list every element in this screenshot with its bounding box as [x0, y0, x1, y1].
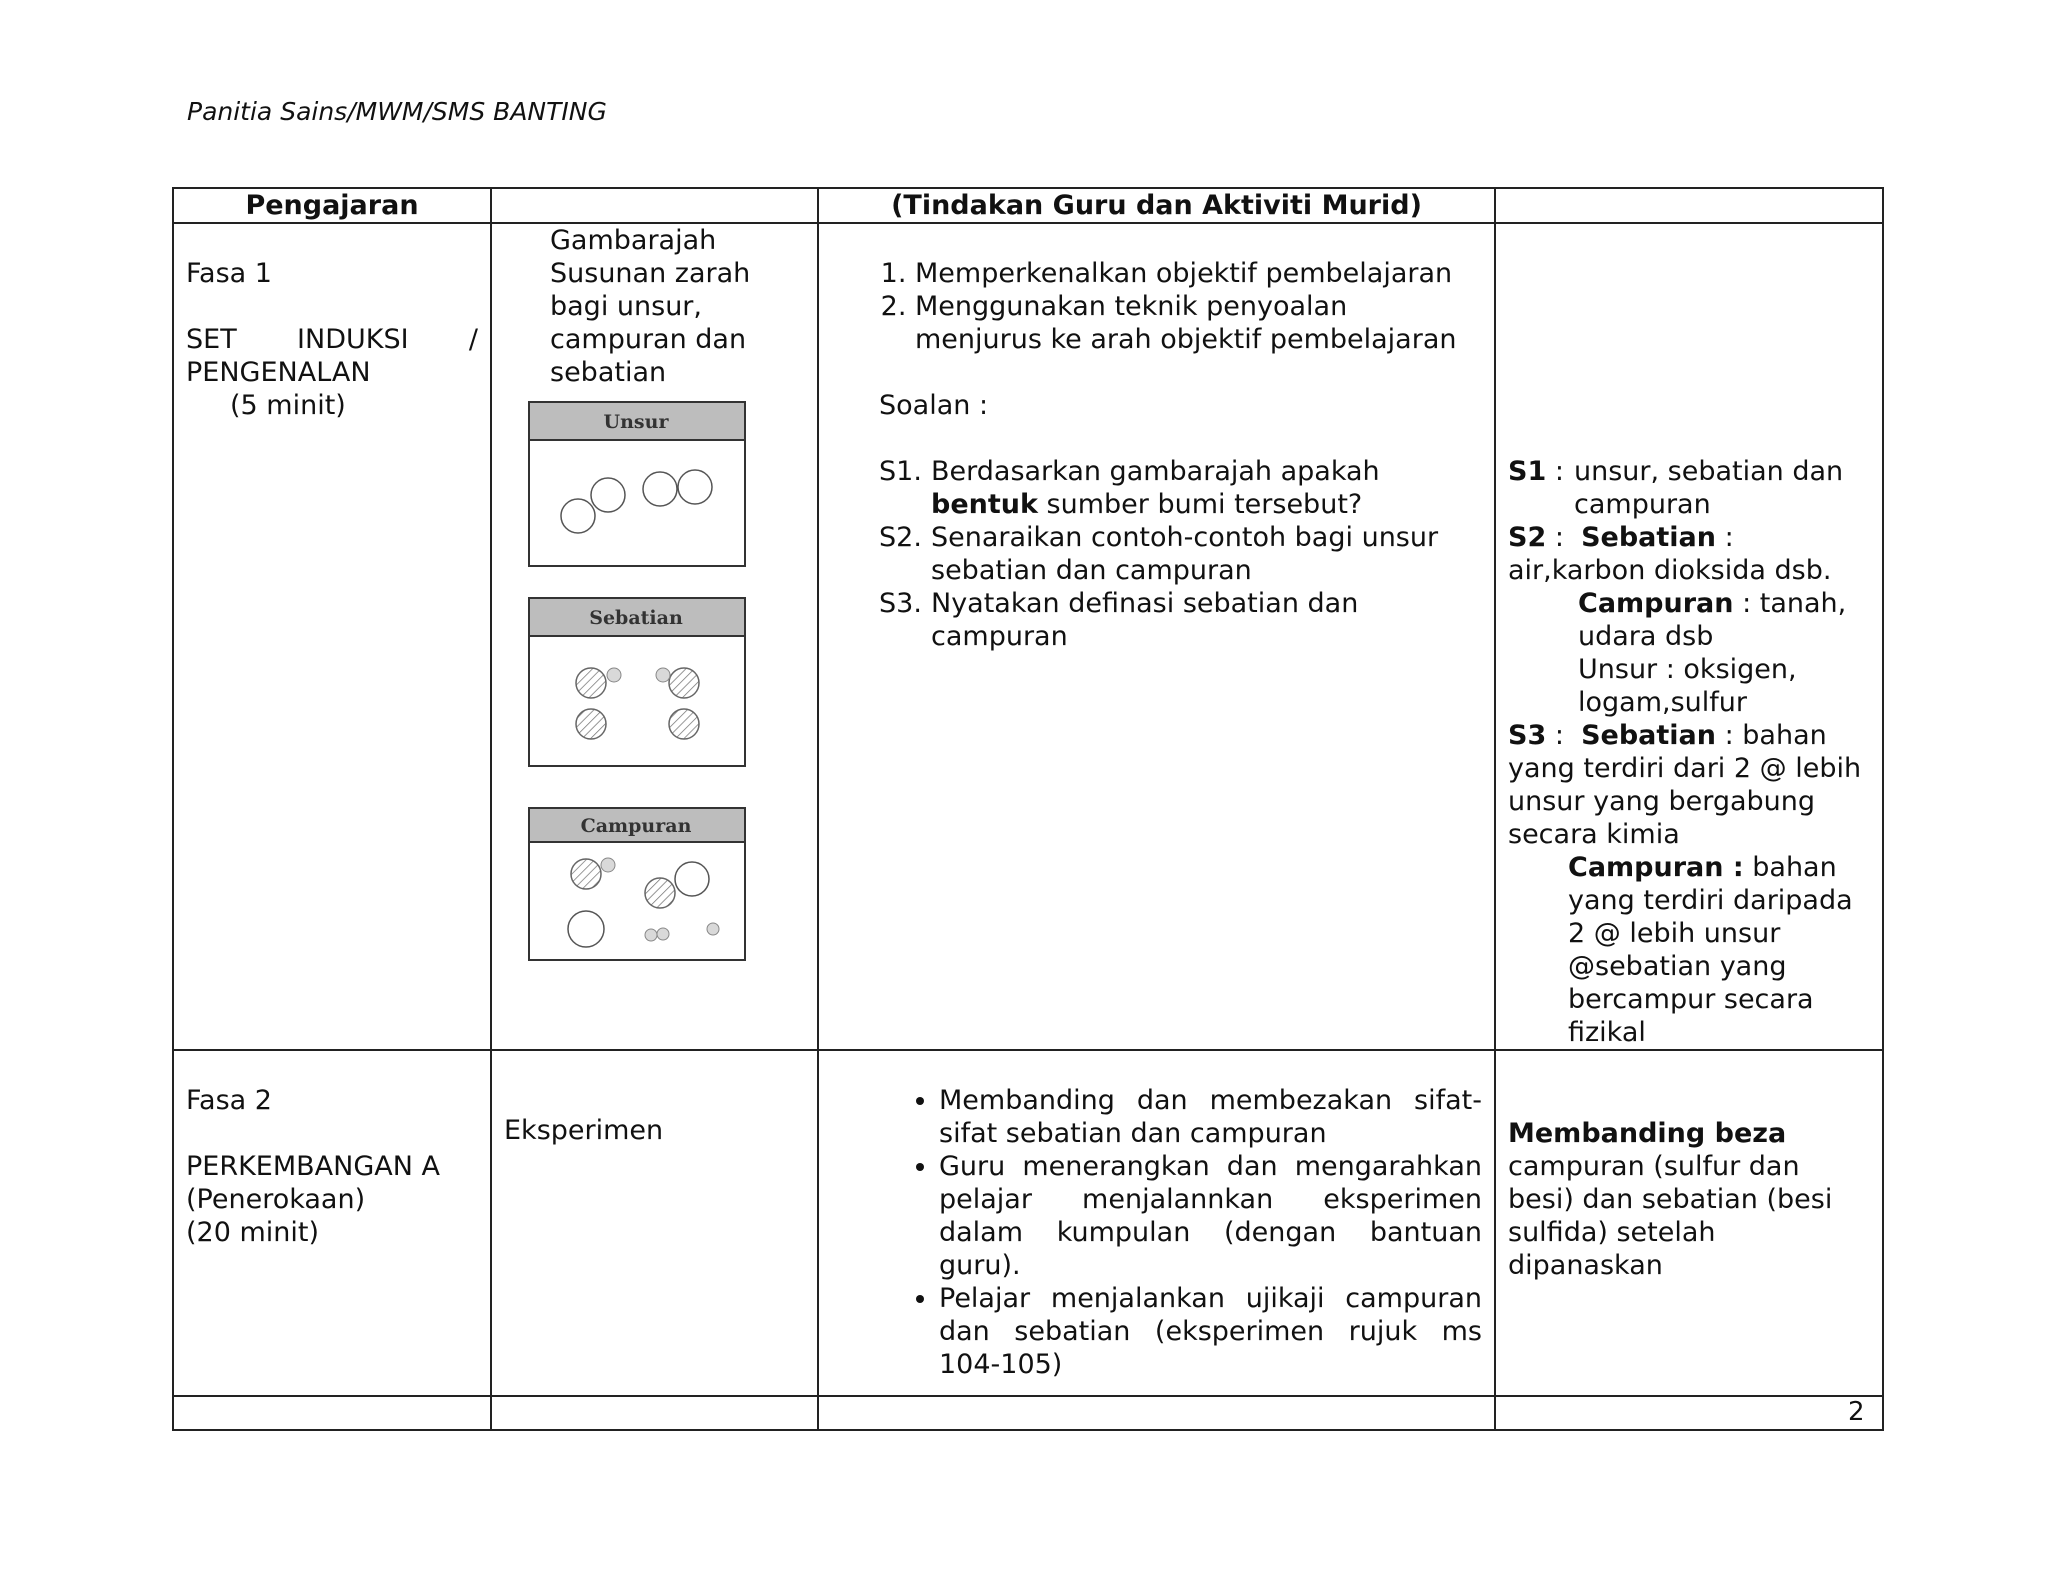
diagram-label-unsur: Unsur [603, 411, 669, 433]
answer-s2: S2 : Sebatian : air,karbon dioksida dsb. [1508, 522, 1832, 586]
lesson-plan-table [172, 187, 1884, 1431]
note-text: campuran (sulfur dan besi) dan sebatian (besi sulfida) setelah dipanaskan [1508, 1151, 1833, 1281]
list-item: 1. Memperkenalkan objektif pembelajaran [915, 257, 1482, 290]
soalan-label: Soalan : [879, 390, 989, 421]
unsur-particle-diagram [528, 401, 750, 569]
diagram-label-sebatian: Sebatian [589, 607, 683, 629]
stage-title: SET INDUKSI / [186, 324, 478, 355]
phase-cell: Fasa 1 SET INDUKSI / PENGENALAN (5 minit) [173, 223, 491, 1050]
answer-cell: S1 : unsur, sebatian dan campuran S2 : Sebatian : air,karbon dioksida dsb. Campuran : tanah, udara dsb Unsur : oksigen, logam,sulfur S3 : Sebatian : bahan yang terdiri dari 2 @ lebih unsur yang bergabung secara kimia Campuran : bahan yang terdiri daripada 2 @ lebih unsur @sebatian yang bercampur secara fizikal [1495, 223, 1883, 1050]
questions-list [831, 455, 1482, 653]
answer-cell [1495, 1050, 1883, 1396]
table-row [173, 1396, 1883, 1430]
campuran-particle-diagram [528, 807, 750, 963]
activity-cell [818, 1050, 1495, 1396]
phase-title: Fasa 2 [186, 1085, 272, 1116]
header-cell-empty-2 [1495, 188, 1883, 223]
activity-bullets [881, 1084, 1482, 1381]
question-item: S3. Nyatakan definasi sebatian dan campuran [879, 588, 1359, 652]
activity-cell [818, 223, 1495, 1050]
sebatian-particle-diagram [528, 597, 750, 769]
page-header: Panitia Sains/MWM/SMS BANTING [187, 97, 607, 126]
table-row [173, 223, 1883, 1050]
diagram-label-campuran: Campuran [580, 815, 692, 837]
material-cell: Eksperimen [491, 1050, 818, 1396]
table-row [173, 1050, 1883, 1396]
phase-cell: Fasa 2 PERKEMBANGAN A (Penerokaan) (20 minit) [173, 1050, 491, 1396]
duration: (20 minit) [186, 1217, 320, 1248]
answer-s1: S1 : unsur, sebatian dan campuran [1508, 456, 1844, 520]
stage-title: PERKEMBANGAN A [186, 1151, 440, 1182]
header-cell-empty-1 [491, 188, 818, 223]
page-number: 2 [1848, 1397, 1865, 1427]
list-item: • Pelajar menjalankan ujikaji campuran dan sebatian (eksperimen rujuk ms 104-105) [939, 1282, 1482, 1381]
answer-s3: S3 : Sebatian : bahan yang terdiri dari 2 @ lebih unsur yang bergabung secara kimia [1508, 720, 1862, 850]
question-item: S1. Berdasarkan gambarajah apakah bentuk sumber bumi tersebut? [879, 456, 1380, 520]
header-cell-pengajaran: Pengajaran [173, 188, 491, 223]
phase-title: Fasa 1 [186, 258, 272, 289]
steps-list [873, 257, 1482, 356]
question-item: S2. Senaraikan contoh-contoh bagi unsur sebatian dan campuran [879, 522, 1439, 586]
duration: (5 minit) [230, 390, 346, 421]
note-title: Membanding beza [1508, 1118, 1787, 1149]
list-item: • Membanding dan membezakan sifat-sifat sebatian dan campuran [939, 1084, 1482, 1150]
list-item: • Guru menerangkan dan mengarahkan pelajar menjalannkan eksperimen dalam kumpulan (dengan bantuan guru). [939, 1150, 1482, 1282]
material-cell: Gambarajah Susunan zarah bagi unsur, campuran dan sebatian Unsur Sebatian Campuran [491, 223, 818, 1050]
table-header-row [173, 188, 1883, 223]
header-cell-tindakan: (Tindakan Guru dan Aktiviti Murid) [818, 188, 1495, 223]
list-item: 2. Menggunakan teknik penyoalan menjurus ke arah objektif pembelajaran [915, 290, 1482, 356]
